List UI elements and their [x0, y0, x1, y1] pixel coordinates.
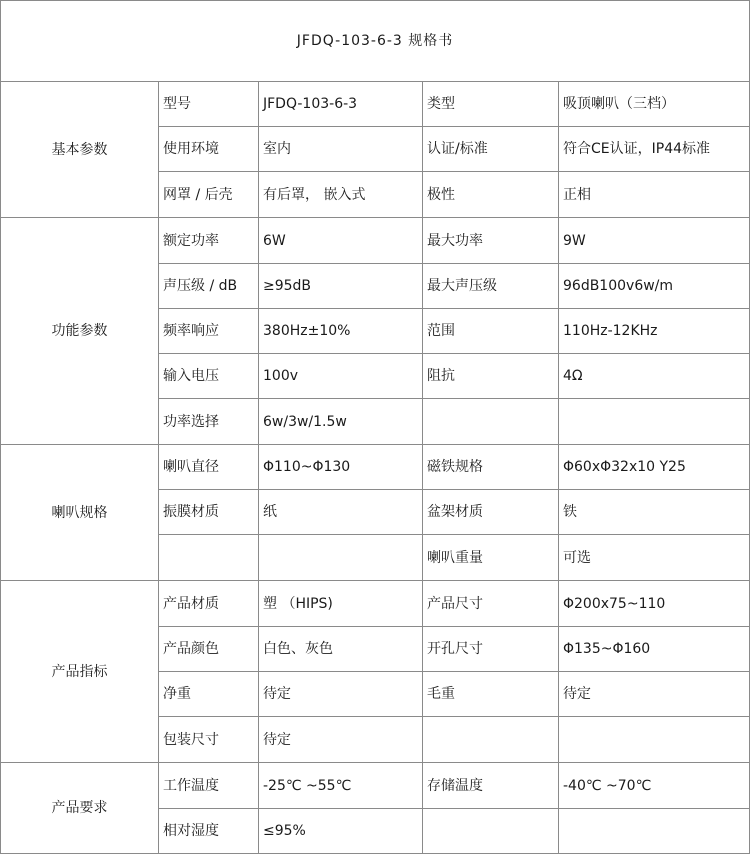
spec-label: 毛重 — [423, 672, 559, 717]
spec-label: 额定功率 — [159, 218, 259, 264]
section-requirements-label: 产品要求 — [1, 763, 159, 854]
section-basic-label: 基本参数 — [1, 82, 159, 218]
spec-value: 待定 — [259, 672, 423, 717]
spec-value — [559, 809, 750, 854]
spec-label: 型号 — [159, 82, 259, 127]
spec-label: 使用环境 — [159, 127, 259, 172]
spec-label: 频率响应 — [159, 309, 259, 354]
spec-value: ≤95% — [259, 809, 423, 854]
spec-value: 纸 — [259, 490, 423, 535]
spec-label: 认证/标准 — [423, 127, 559, 172]
spec-label: 产品颜色 — [159, 627, 259, 672]
spec-label — [423, 399, 559, 445]
spec-label: 产品材质 — [159, 581, 259, 627]
section-product-label: 产品指标 — [1, 581, 159, 763]
spec-label: 产品尺寸 — [423, 581, 559, 627]
spec-label: 类型 — [423, 82, 559, 127]
spec-value: 符合CE认证，IP44标准 — [559, 127, 750, 172]
spec-label: 存储温度 — [423, 763, 559, 809]
spec-value: 380Hz±10% — [259, 309, 423, 354]
spec-value: 白色、灰色 — [259, 627, 423, 672]
spec-value: 吸顶喇叭（三档） — [559, 82, 750, 127]
spec-value — [559, 717, 750, 763]
spec-value: Φ135~Φ160 — [559, 627, 750, 672]
spec-label: 输入电压 — [159, 354, 259, 399]
spec-label: 磁铁规格 — [423, 445, 559, 490]
spec-value: 待定 — [259, 717, 423, 763]
spec-value: 铁 — [559, 490, 750, 535]
spec-label — [159, 535, 259, 581]
spec-value: 96dB100v6w/m — [559, 264, 750, 309]
spec-value: 9W — [559, 218, 750, 264]
spec-value: Φ60xΦ32x10 Y25 — [559, 445, 750, 490]
spec-value: 100v — [259, 354, 423, 399]
spec-value: 110Hz-12KHz — [559, 309, 750, 354]
spec-label: 最大声压级 — [423, 264, 559, 309]
spec-label: 阻抗 — [423, 354, 559, 399]
spec-label — [423, 809, 559, 854]
spec-value: 6W — [259, 218, 423, 264]
spec-value: JFDQ-103-6-3 — [259, 82, 423, 127]
spec-label: 最大功率 — [423, 218, 559, 264]
spec-label: 网罩 / 后壳 — [159, 172, 259, 218]
spec-label: 包装尺寸 — [159, 717, 259, 763]
spec-value: ≥95dB — [259, 264, 423, 309]
spec-label: 相对湿度 — [159, 809, 259, 854]
spec-value: Φ200x75~110 — [559, 581, 750, 627]
spec-label — [423, 717, 559, 763]
spec-value — [559, 399, 750, 445]
spec-value: 待定 — [559, 672, 750, 717]
spec-value: 正相 — [559, 172, 750, 218]
spec-label: 功率选择 — [159, 399, 259, 445]
section-function-label: 功能参数 — [1, 218, 159, 445]
spec-value: 室内 — [259, 127, 423, 172]
spec-value: -40℃ ~70℃ — [559, 763, 750, 809]
spec-value: 有后罩， 嵌入式 — [259, 172, 423, 218]
spec-label: 极性 — [423, 172, 559, 218]
spec-sheet-title: JFDQ-103-6-3 规格书 — [1, 1, 750, 82]
spec-label: 工作温度 — [159, 763, 259, 809]
spec-value: 6w/3w/1.5w — [259, 399, 423, 445]
spec-label: 盆架材质 — [423, 490, 559, 535]
spec-label: 净重 — [159, 672, 259, 717]
spec-label: 声压级 / dB — [159, 264, 259, 309]
spec-label: 喇叭直径 — [159, 445, 259, 490]
spec-value: Φ110~Φ130 — [259, 445, 423, 490]
spec-label: 范围 — [423, 309, 559, 354]
spec-value: -25℃ ~55℃ — [259, 763, 423, 809]
spec-label: 喇叭重量 — [423, 535, 559, 581]
spec-value — [259, 535, 423, 581]
spec-label: 振膜材质 — [159, 490, 259, 535]
spec-value: 塑 （HIPS) — [259, 581, 423, 627]
spec-label: 开孔尺寸 — [423, 627, 559, 672]
spec-value: 可选 — [559, 535, 750, 581]
section-speaker-label: 喇叭规格 — [1, 445, 159, 581]
spec-value: 4Ω — [559, 354, 750, 399]
